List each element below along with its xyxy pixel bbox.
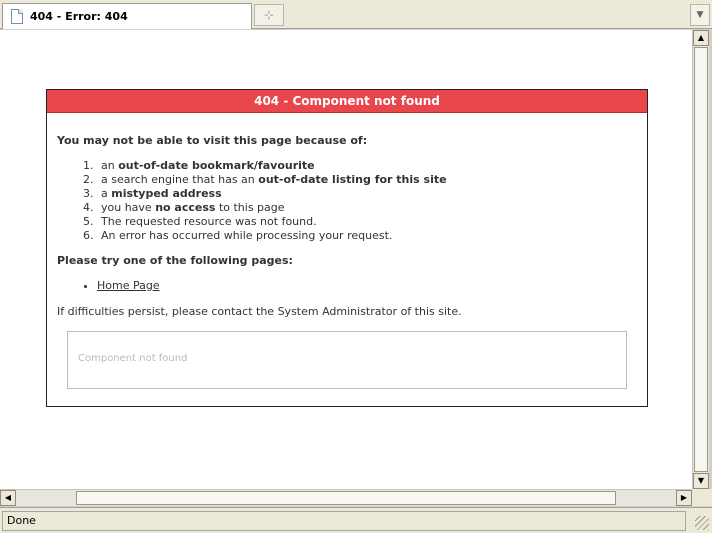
scroll-right-button[interactable]	[676, 490, 692, 506]
error-message-box	[67, 331, 627, 389]
reason-item: 6. An error has occurred while processing your request.	[97, 229, 637, 243]
home-page-link[interactable]: Home Page	[97, 279, 160, 292]
try-heading: Please try one of the following pages:	[57, 254, 293, 267]
vertical-scrollbar[interactable]	[692, 30, 709, 489]
arrow-up-icon: ▲	[697, 33, 705, 42]
new-tab-button[interactable]	[254, 4, 284, 26]
persist-text: If difficulties persist, please contact the System Administrator of this site.	[57, 305, 462, 318]
error-intro: You may not be able to visit this page because of:	[57, 134, 368, 147]
status-text: Done	[2, 511, 686, 531]
chevron-down-icon: ▼	[696, 10, 704, 20]
arrow-right-icon: ▶	[680, 493, 688, 502]
horizontal-scroll-thumb[interactable]	[76, 491, 616, 505]
error-body	[47, 113, 647, 389]
arrow-down-icon: ▼	[697, 476, 705, 485]
tab-active[interactable]	[2, 3, 252, 29]
tab-list-button[interactable]	[690, 4, 710, 26]
tab-bar	[0, 0, 712, 29]
scroll-left-button[interactable]	[0, 490, 16, 506]
new-tab-icon: ⊹	[263, 8, 275, 22]
error-message: Component not found	[78, 353, 188, 364]
error-header: 404 - Component not found	[47, 90, 647, 113]
scrollbar-corner	[692, 489, 712, 506]
page-viewport	[0, 30, 692, 489]
reason-item: 5. The requested resource was not found.	[97, 215, 637, 229]
arrow-left-icon: ◀	[4, 493, 12, 502]
scroll-up-button[interactable]	[693, 30, 709, 46]
document-icon	[11, 9, 23, 24]
list-item	[97, 279, 637, 293]
reasons-list	[97, 159, 637, 243]
resize-grip-icon[interactable]	[695, 516, 709, 530]
error-box	[46, 89, 648, 407]
status-bar	[0, 507, 712, 533]
tab-title: 404 - Error: 404	[30, 10, 128, 23]
reason-item: 3. a mistyped address	[97, 187, 637, 201]
reason-item: 1. an out-of-date bookmark/favourite	[97, 159, 637, 173]
reason-item: 2. a search engine that has an out-of-date listing for this site	[97, 173, 637, 187]
pages-list	[97, 279, 637, 293]
scroll-down-button[interactable]	[693, 473, 709, 489]
horizontal-scrollbar[interactable]	[0, 489, 692, 506]
vertical-scroll-thumb[interactable]	[694, 47, 708, 472]
reason-item: 4. you have no access to this page	[97, 201, 637, 215]
